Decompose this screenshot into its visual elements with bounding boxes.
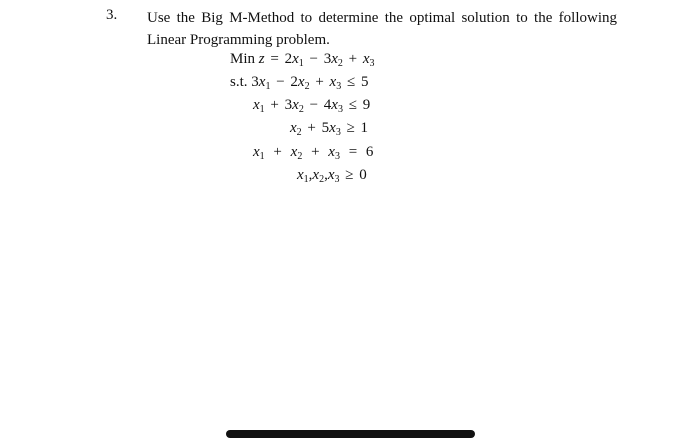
constraint-4-rhs: 6 xyxy=(365,144,374,160)
operator: − xyxy=(305,51,322,67)
term: $5x_3$ xyxy=(321,120,341,138)
term: $3x_2$ xyxy=(284,97,304,115)
constraint-1-rhs: 5 xyxy=(360,74,369,90)
constraint-1-relation: ≤ xyxy=(346,74,356,90)
term: $x_2$ xyxy=(290,144,303,162)
objective-terms xyxy=(285,51,375,67)
operator: + xyxy=(303,120,320,136)
question-number: 3. xyxy=(106,7,118,23)
term: $3x_1$ xyxy=(251,74,271,92)
term: $x_3$ xyxy=(362,51,375,69)
constraint-2-relation: ≤ xyxy=(348,97,357,113)
constraint-2 xyxy=(253,97,370,115)
objective-relation: = xyxy=(270,51,279,67)
constraint-3-terms xyxy=(290,120,341,136)
operator: + xyxy=(266,97,283,113)
constraint-1-terms xyxy=(251,74,341,90)
constraint-label: s.t. xyxy=(230,74,248,90)
objective-label: Min xyxy=(230,51,256,67)
operator: + xyxy=(344,51,361,67)
constraint-2-rhs: 9 xyxy=(362,97,371,113)
constraint-2-terms xyxy=(253,97,343,113)
constraint-3 xyxy=(290,120,368,138)
constraint-3-rhs: 1 xyxy=(360,120,369,136)
constraint-1 xyxy=(230,74,368,92)
term: $x_2$ xyxy=(290,120,302,138)
home-indicator-bar xyxy=(226,430,475,438)
objective-variable: z xyxy=(258,51,265,67)
term: $2x_1$ xyxy=(284,51,304,69)
term: $x_3$ xyxy=(328,144,340,162)
objective-function xyxy=(230,51,375,69)
constraint-3-relation: ≥ xyxy=(346,120,355,136)
operator: + xyxy=(304,144,327,160)
constraint-4-relation: = xyxy=(348,144,358,160)
term: $3x_2$ xyxy=(323,51,343,69)
term: $x_3$ xyxy=(329,74,342,92)
non-negativity-rhs: 0 xyxy=(359,167,367,183)
operator: + xyxy=(266,144,289,160)
question-text: Use the Big M-Method to determine the optimal solution to the following Linear Programming problem. xyxy=(147,10,617,48)
term: $x_1$ xyxy=(253,97,265,115)
constraint-4 xyxy=(253,144,373,162)
operator: − xyxy=(305,97,322,113)
operator: − xyxy=(272,74,289,90)
constraint-4-terms xyxy=(253,144,340,160)
term: $4x_3$ xyxy=(323,97,343,115)
term: $x_1$ xyxy=(253,144,265,162)
operator: + xyxy=(311,74,328,90)
term: $2x_2$ xyxy=(290,74,310,92)
non-negativity-relation: ≥ xyxy=(345,167,354,183)
non-negativity-constraint: $x_1,x_2,x_3 \ge 0$ xyxy=(297,167,367,185)
